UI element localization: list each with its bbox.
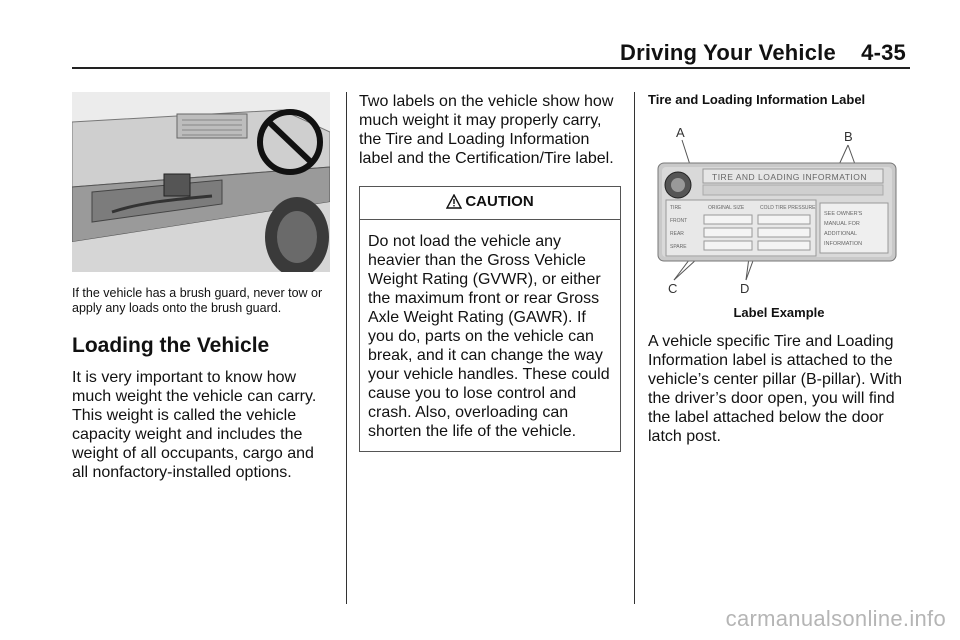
label-notice-line: ADDITIONAL <box>824 231 858 237</box>
tire-label-illustration <box>648 125 898 297</box>
watermark-text: carmanualsonline.info <box>725 606 946 631</box>
caution-box <box>359 186 621 452</box>
table-row-label: REAR <box>670 231 684 237</box>
table-row-label: TIRE <box>670 205 682 211</box>
label-location-paragraph: A vehicle specific Tire and Loading Information label is attached to the vehicle’s center pillar (B-pillar). With the driver’s door open, you will find the label attached below the door latch post. <box>648 333 902 445</box>
caution-title: CAUTION <box>465 193 534 210</box>
callout-c: C <box>668 281 678 296</box>
section-heading: Loading the Vehicle <box>72 334 270 357</box>
table-col-label: ORIGINAL SIZE <box>708 205 745 211</box>
label-notice-line: MANUAL FOR <box>824 221 860 227</box>
caution-header <box>360 187 620 220</box>
header-rule <box>72 67 910 69</box>
label-figure-caption: Label Example <box>733 305 825 320</box>
page-header-title: Driving Your Vehicle 4-35 <box>619 40 906 65</box>
callout-b: B <box>844 129 853 144</box>
labels-intro-paragraph: Two labels on the vehicle show how much weight it may properly carry, the Tire and Loading Information label and the Certification/Tire label. <box>359 93 614 167</box>
column-1 <box>72 92 334 482</box>
column-divider <box>634 92 635 604</box>
table-row-label: SPARE <box>670 244 687 250</box>
loading-paragraph: It is very important to know how much weight the vehicle can carry. This weight is called the vehicle capacity weight and includes the weight of all occupants, cargo and all nonfactory-installed options. <box>72 369 317 481</box>
column-2 <box>359 92 621 452</box>
label-notice-line: SEE OWNER'S <box>824 211 863 217</box>
label-section-title: Tire and Loading Information Label <box>648 92 866 107</box>
caution-body: Do not load the vehicle any heavier than the Gross Vehicle Weight Rating (GVWR), or either the maximum front or rear Gross Axle Weight Rating (GAWR). If you do, parts on the vehicle can break, and it can change the way your vehicle handles. These could cause you to lose control and crash. Also, overloading can shorten the life of the vehicle. <box>368 233 610 440</box>
column-3 <box>648 92 910 446</box>
brush-guard-illustration <box>72 92 330 272</box>
label-heading: TIRE AND LOADING INFORMATION <box>712 172 868 182</box>
table-row-label: FRONT <box>670 218 688 224</box>
column-divider <box>346 92 347 604</box>
callout-a: A <box>676 125 685 140</box>
callout-d: D <box>740 281 750 296</box>
label-notice-line: INFORMATION <box>824 241 863 247</box>
figure-caption: If the vehicle has a brush guard, never tow or apply any loads onto the brush guard. <box>72 286 323 315</box>
table-col-label: COLD TIRE PRESSURE <box>760 205 816 211</box>
warning-triangle-icon <box>446 194 462 213</box>
